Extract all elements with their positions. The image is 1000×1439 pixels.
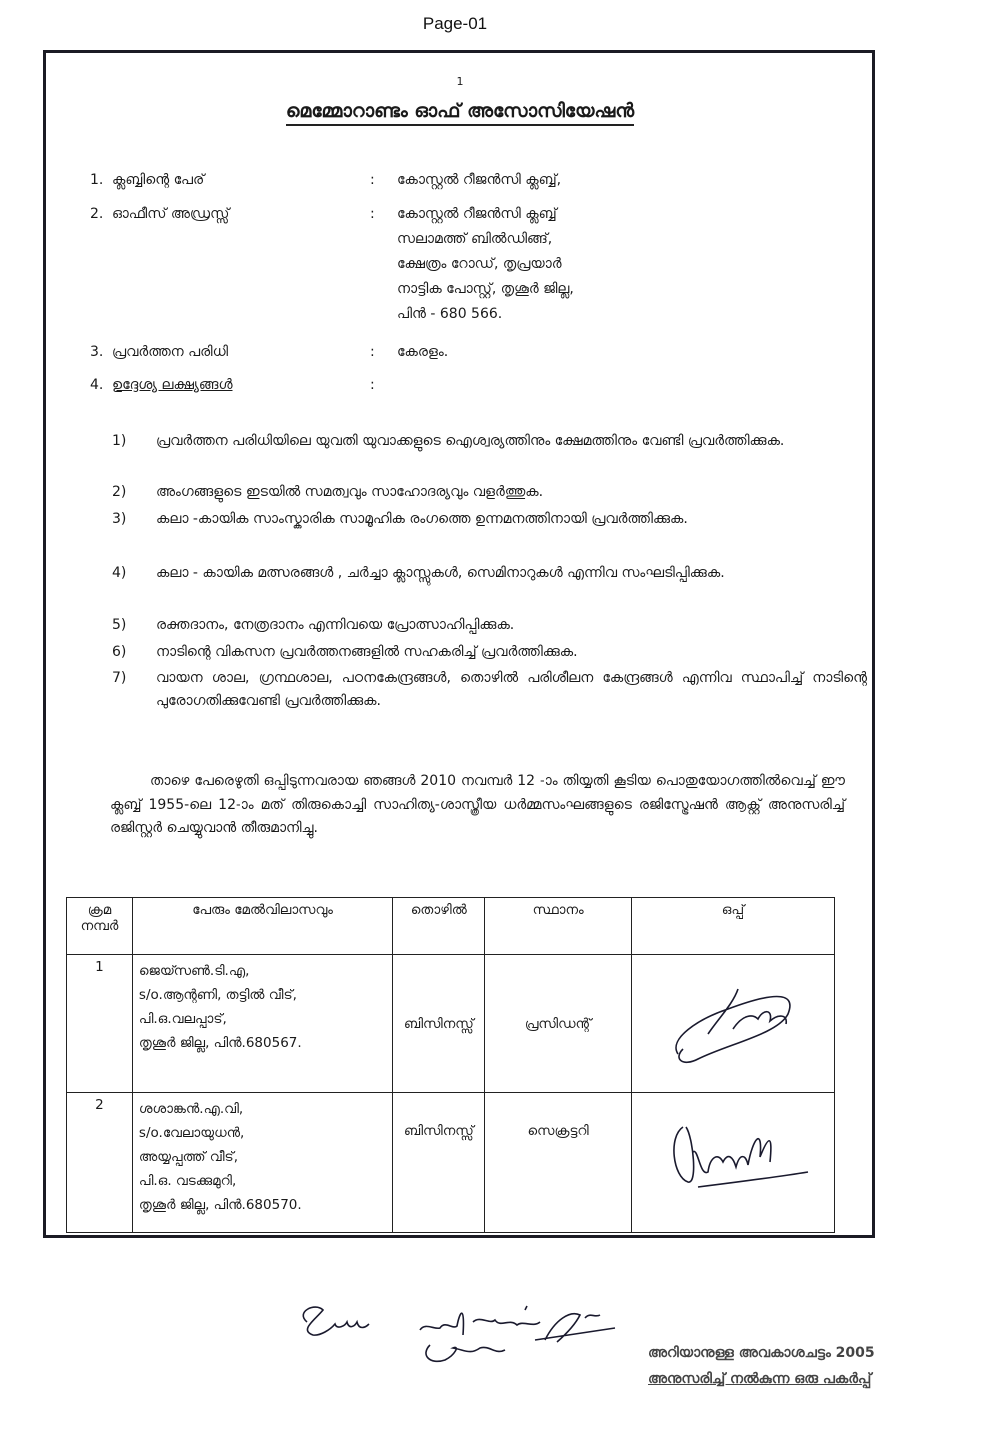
address-line: കോസ്റ്റൽ റീജൻസി ക്ലബ്ബ് [397, 206, 557, 222]
objective-number: 7) [112, 670, 127, 686]
field-operating-area [0, 340, 900, 370]
objective-number: 2) [112, 484, 127, 500]
stamp-line: അറിയാനുള്ള അവകാശചട്ടം 2005 [648, 1345, 875, 1361]
address-line: തൃശൂർ ജില്ല, പിൻ.680570. [138, 1197, 302, 1213]
field-number: 4. [90, 377, 104, 393]
field-number: 1. [90, 172, 104, 188]
cell-name-address [132, 1093, 392, 1233]
field-value [397, 202, 574, 327]
signature-president [638, 959, 828, 1084]
objective-item [112, 481, 867, 504]
title-text: മെമ്മോറാണ്ടം ഓഫ് അസോസിയേഷൻ [286, 100, 634, 126]
header-serial-no: ക്രമ നമ്പർ [67, 898, 133, 955]
address-line: s/o.ആന്റണി, തട്ടിൽ വീട്, [138, 987, 297, 1003]
address-line: ജെയ്സൺ.ടി.എ, [138, 963, 250, 979]
table-header-row [67, 898, 835, 955]
field-colon: : [370, 172, 375, 188]
header-occupation: തൊഴിൽ [393, 898, 485, 955]
objective-item [112, 430, 867, 453]
header-name-address: പേരും മേൽവിലാസവും [132, 898, 392, 955]
objective-item [112, 641, 867, 664]
field-value: കോസ്റ്റൽ റീജൻസി ക്ലബ്ബ്, [397, 172, 562, 188]
address-line: തൃശൂർ ജില്ല, പിൻ.680567. [138, 1035, 302, 1051]
field-label: പ്രവർത്തന പരിധി [112, 344, 229, 360]
address-line: സലാമത്ത് ബിൽഡിങ്ങ്, [397, 231, 553, 247]
address-line: s/o.വേലായുധൻ, [138, 1125, 245, 1141]
field-colon: : [370, 206, 375, 222]
footer-signatures [295, 1300, 665, 1370]
members-table [66, 897, 835, 1233]
objective-number: 1) [112, 433, 127, 449]
cell-serial-no: 1 [67, 955, 133, 1093]
objective-number: 4) [112, 565, 127, 581]
address-line: പി.ഒ.വലപ്പാട്, [138, 1011, 227, 1027]
address-line: പിൻ - 680 566. [397, 306, 503, 322]
address-line: അയ്യപ്പത്ത് വീട്, [138, 1149, 238, 1165]
field-club-name [0, 168, 900, 198]
address-line: ക്ഷേത്രം റോഡ്, തൃപ്രയാർ [397, 256, 562, 272]
field-colon: : [370, 344, 375, 360]
signature-sani [420, 1306, 540, 1335]
objective-item [112, 614, 867, 637]
field-value: കേരളം. [397, 344, 449, 360]
objective-item [112, 562, 867, 585]
signature-sam [303, 1307, 369, 1335]
cell-occupation: ബിസിനസ്സ് [393, 955, 485, 1093]
objective-text: കലാ - കായിക മത്സരങ്ങൾ , ചർച്ചാ ക്ലാസ്സുകൾ, സെമിനാറുകൾ എന്നിവ സംഘടിപ്പിക്കുക. [156, 565, 725, 581]
cell-serial-no: 2 [67, 1093, 133, 1233]
objective-number: 3) [112, 511, 127, 527]
objective-number: 6) [112, 644, 127, 660]
signature-tosh [426, 1314, 615, 1362]
objective-text: അംഗങ്ങളുടെ ഇടയിൽ സമത്വവും സാഹോദര്യവും വളർത്തുക. [156, 484, 544, 500]
objective-text: നാടിന്റെ വികസന പ്രവർത്തനങ്ങളിൽ സഹകരിച്ച് പ്രവർത്തിക്കുക. [156, 644, 578, 660]
field-number: 2. [90, 206, 104, 222]
header-position: സ്ഥാനം [485, 898, 632, 955]
field-label: ഓഫീസ് അഡ്രസ്സ് [112, 206, 230, 222]
signature-secretary [638, 1097, 828, 1222]
cell-position: സെക്രട്ടറി [485, 1093, 632, 1233]
objective-item [112, 508, 867, 531]
address-line: നാട്ടിക പോസ്റ്റ്, തൃശൂർ ജില്ല, [397, 281, 574, 297]
objective-text: വായന ശാല, ഗ്രന്ഥശാല, പഠനകേന്ദ്രങ്ങൾ, തൊഴിൽ പരിശീലന കേന്ദ്രങ്ങൾ എന്നിവ സ്ഥാപിച്ച് നാടിന്റെ പുരോഗതിക്കുവേണ്ടി പ്രവർത്തിക്കുക. [156, 670, 867, 709]
resolution-paragraph: താഴെ പേരെഴുതി ഒപ്പിടുന്നവരായ ഞങ്ങൾ 2010 നവമ്പർ 12 -ാം തിയ്യതി കൂടിയ പൊതുയോഗത്തിൽവെച്ച് ഈ ക്ലബ്ബ് 1955-ലെ 12-ാം മത് തിരുകൊച്ചി സാഹിത്യ-ശാസ്ത്രീയ ധർമ്മസംഘങ്ങളുടെ രജിസ്ട്രേഷൻ ആക്റ്റ് അനുസരിച്ച് രജിസ്റ്റർ ചെയ്യുവാൻ തീരുമാനിച്ചു. [110, 773, 845, 836]
cell-signature [631, 1093, 834, 1233]
cell-occupation: ബിസിനസ്സ് [393, 1093, 485, 1233]
address-line: ശശാങ്കൻ.എ.വി, [138, 1101, 244, 1117]
objective-text: പ്രവർത്തന പരിധിയിലെ യുവതി യുവാക്കളുടെ ഐശ്വര്യത്തിനും ക്ഷേമത്തിനും വേണ്ടി പ്രവർത്തിക്കുക. [156, 433, 785, 449]
objective-item [112, 667, 867, 713]
table-row [67, 955, 835, 1093]
objective-text: രക്തദാനം, നേത്രദാനം എന്നിവയെ പ്രോത്സാഹിപ്പിക്കുക. [156, 617, 515, 633]
stamp-line: അനുസരിച്ച് നൽകുന്ന ഒരു പകർപ്പ് [648, 1371, 872, 1387]
cell-signature [631, 955, 834, 1093]
field-label: ഉദ്ദേശ്യ ലക്ഷ്യങ്ങൾ [112, 377, 233, 393]
page-label: Page-01 [422, 14, 488, 33]
field-number: 3. [90, 344, 104, 360]
address-line: പി.ഒ. വടക്കുമുറി, [138, 1173, 237, 1189]
field-label: ക്ലബ്ബിന്റെ പേര് [112, 172, 205, 188]
field-office-address [0, 202, 900, 332]
table-row [67, 1093, 835, 1233]
objective-number: 5) [112, 617, 127, 633]
field-objectives [0, 373, 900, 403]
header-signature: ഒപ്പ് [631, 898, 834, 955]
objective-text: കലാ -കായിക സാംസ്കാരിക സാമൂഹിക രംഗത്തെ ഉന്നമനത്തിനായി പ്രവർത്തിക്കുക. [156, 511, 688, 527]
field-colon: : [370, 377, 375, 393]
page-number: 1 [456, 75, 464, 88]
cell-position: പ്രസിഡന്റ് [485, 955, 632, 1093]
document-title [0, 100, 920, 122]
cell-name-address [132, 955, 392, 1093]
rti-stamp [648, 1340, 875, 1392]
